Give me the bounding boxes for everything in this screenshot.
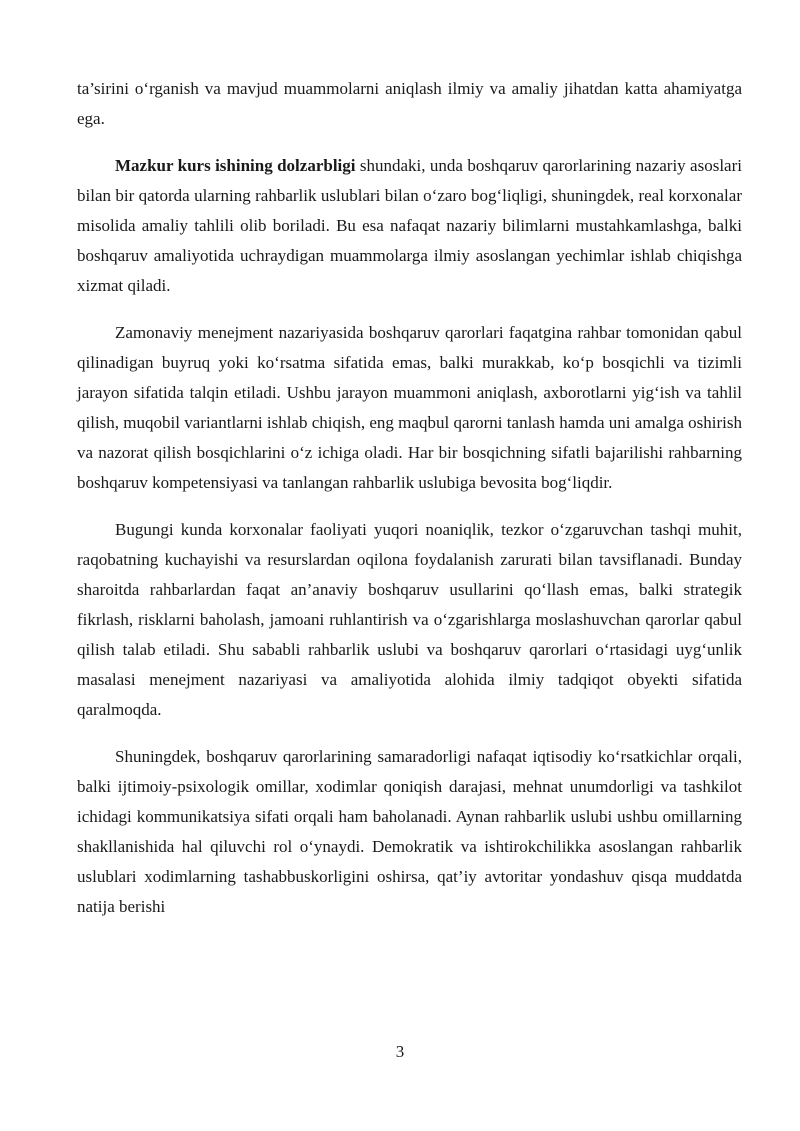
document-body: [77, 74, 742, 939]
paragraph-current-conditions: Bugungi kunda korxonalar faoliyati yuqori noaniqlik, tezkor o‘zgaruvchan tashqi muhit, raqobatning kuchayishi va resurslardan oqilona foydalanish zarurati bilan tavsiflanadi. Bunday sharoitda rahbarlardan faqat an’anaviy boshqaruv usullarini qo‘llash emas, balki strategik fikrlash, risklarni baholash, jamoani ruhlantirish va o‘zgarishlarga moslashuvchan qarorlar qabul qilish talab etiladi. Shu sababli rahbarlik uslubi va boshqaruv qarorlari o‘rtasidagi uyg‘unlik masalasi menejment nazariyasi va amaliyotida alohida ilmiy tadqiqot obyekti sifatida qaralmoqda.: [77, 520, 742, 719]
paragraph-continuation: ta’sirini o‘rganish va mavjud muammolarni aniqlash ilmiy va amaliy jihatdan katta ahamiyatga ega.: [77, 79, 742, 128]
paragraph-relevance: [77, 151, 742, 301]
paragraph-modern-management: Zamonaviy menejment nazariyasida boshqaruv qarorlari faqatgina rahbar tomonidan qabul qilinadigan buyruq yoki ko‘rsatma sifatida emas, balki murakkab, ko‘p bosqichli va tizimli jarayon sifatida talqin etiladi. Ushbu jarayon muammoni aniqlash, axborotlarni yig‘ish va tahlil qilish, muqobil variantlarni ishlab chiqish, eng maqbul qarorni tanlash hamda uni amalga oshirish va nazorat qilish bosqichlarini o‘z ichiga oladi. Har bir bosqichning sifatli bajarilishi rahbarning boshqaruv kompetensiyasi va tanlangan rahbarlik uslubiga bevosita bog‘liqdir.: [77, 323, 742, 492]
relevance-text: shundaki, unda boshqaruv qarorlarining nazariy asoslari bilan bir qatorda ularning rahbarlik uslublari bilan o‘zaro bog‘liqligi, shuningdek, real korxonalar misolida amaliy tahlili olib boriladi. Bu esa nafaqat nazariy bilimlarni mustahkamlashga, balki boshqaruv amaliyotida uchraydigan muammolarga ilmiy asoslangan yechimlar ishlab chiqishga xizmat qiladi.: [77, 156, 742, 295]
paragraph-effectiveness: Shuningdek, boshqaruv qarorlarining samaradorligi nafaqat iqtisodiy ko‘rsatkichlar orqali, balki ijtimoiy-psixologik omillar, xodimlar qoniqish darajasi, mehnat unumdorligi va tashkilot ichidagi kommunikatsiya sifati orqali ham baholanadi. Aynan rahbarlik uslubi ushbu omillarning shakllanishida hal qiluvchi rol o‘ynaydi. Demokratik va ishtirokchilikka asoslangan rahbarlik uslublari xodimlarning tashabbuskorligini oshirsa, qat’iy avtoritar yondashuv qisqa muddatda natija berishi: [77, 747, 742, 916]
relevance-heading-bold: Mazkur kurs ishining dolzarbligi: [115, 156, 356, 175]
page-number: 3: [395, 1042, 405, 1061]
